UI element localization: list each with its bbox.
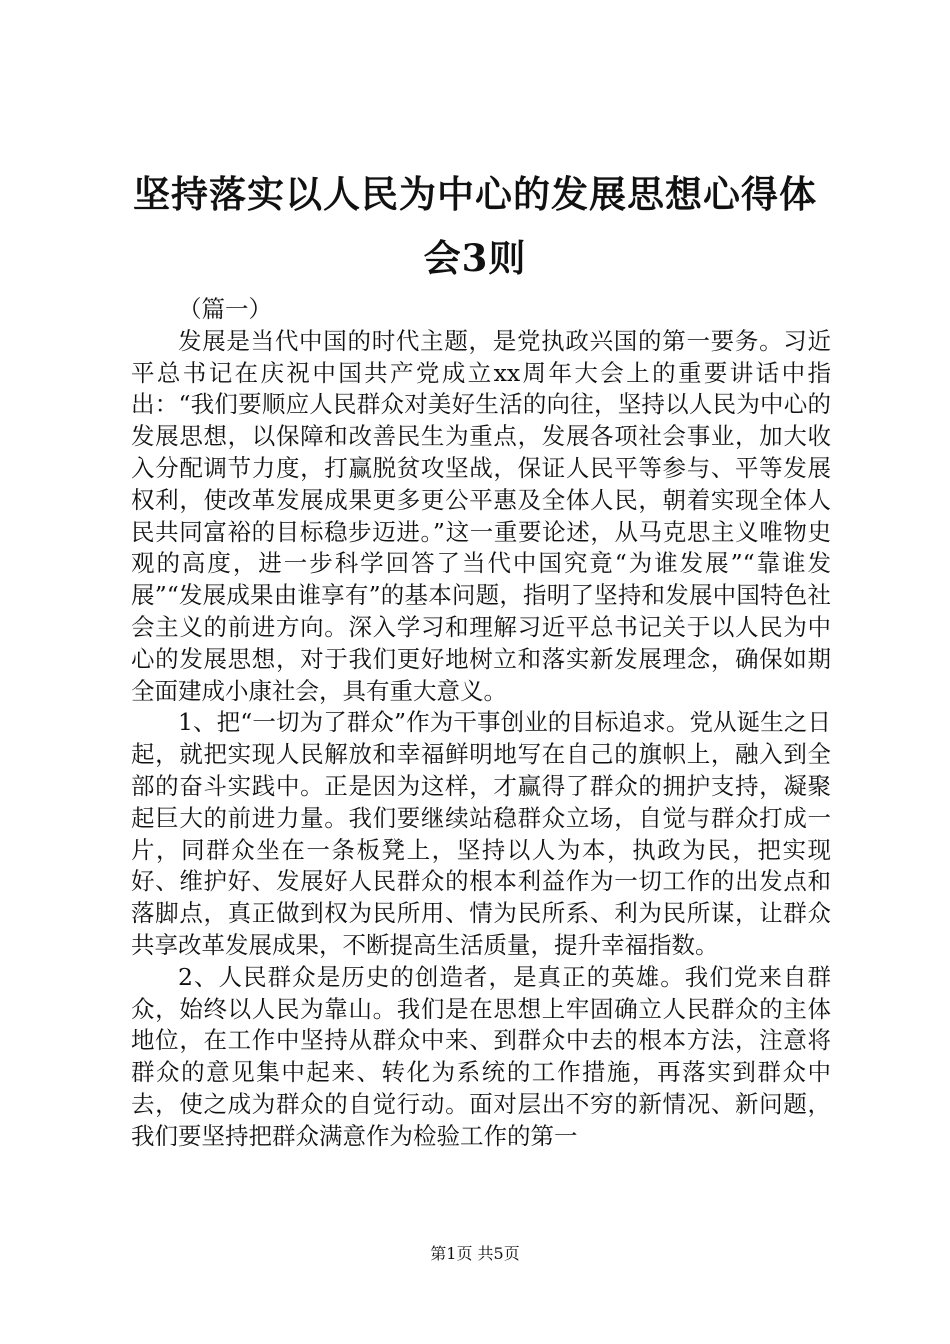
paragraph-2: 1、把“一切为了群众”作为干事创业的目标追求。党从诞生之日起，就把实现人民解放和幸福鲜明地写在自己的旗帜上，融入到全部的奋斗实践中。正是因为这样，才赢得了群众的拥护支持，凝聚起巨大的前进力量。我们要继续站稳群众立场，自觉与群众打成一片，同群众坐在一条板凳上，坚持以人为本，执政为民，把实现好、维护好、发展好人民群众的根本利益作为一切工作的出发点和落脚点，真正做到权为民所用、情为民所系、利为民所谋，让群众共享改革发展成果，不断提高生活质量，提升幸福指数。	[131, 708, 831, 959]
paragraph-1: 发展是当代中国的时代主题，是党执政兴国的第一要务。习近平总书记在庆祝中国共产党成立xx周年大会上的重要讲话中指出：“我们要顺应人民群众对美好生活的向往，坚持以人民为中心的发展思想，以保障和改善民生为重点，发展各项社会事业，加大收入分配调节力度，打赢脱贫攻坚战，保证人民平等参与、平等发展权利，使改革发展成果更多更公平惠及全体人民，朝着实现全体人民共同富裕的目标稳步迈进。”这一重要论述，从马克思主义唯物史观的高度，进一步科学回答了当代中国究竟“为谁发展”“靠谁发展”“发展成果由谁享有”的基本问题，指明了坚持和发展中国特色社会主义的前进方向。深入学习和理解习近平总书记关于以人民为中心的发展思想，对于我们更好地树立和落实新发展理念，确保如期全面建成小康社会，具有重大意义。	[131, 326, 831, 705]
document-body	[131, 294, 831, 1153]
paragraph-3: 2、人民群众是历史的创造者，是真正的英雄。我们党来自群众，始终以人民为靠山。我们是在思想上牢固确立人民群众的主体地位，在工作中坚持从群众中来、到群众中去的根本方法，注意将群众的意见集中起来、转化为系统的工作措施，再落实到群众中去，使之成为群众的自觉行动。面对层出不穷的新情况、新问题，我们要坚持把群众满意作为检验工作的第一	[131, 962, 831, 1150]
document-title: 坚持落实以人民为中心的发展思想心得体会3则	[133, 172, 817, 280]
page-footer: 第1页 共5页	[430, 1244, 520, 1263]
section-label: （篇一）	[178, 295, 272, 323]
